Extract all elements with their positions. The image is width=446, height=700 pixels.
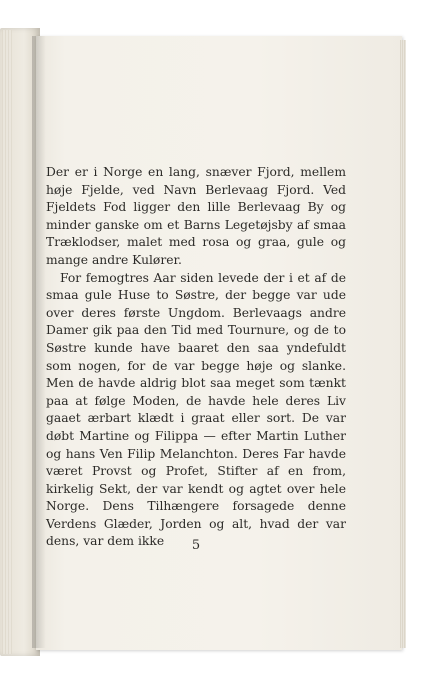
paragraph-1: Der er i Norge en lang, snæver Fjord, mellem høje Fjelde, ved Navn Berlevaag Fjord. Ved Fjeldets Fod ligger den lille Berlevaag By og minder ganske om et Barns Legetøjsby af smaa Træklodser, malet med rosa og graa, gule og mange andre Kulører.: [46, 165, 346, 267]
spine-shadow: [32, 36, 46, 648]
body-text: [46, 164, 346, 551]
paragraph-2: For femogtres Aar siden levede der i et af de smaa gule Huse to Søstre, der begge var ude over deres første Ungdom. Berlevaags andre Damer gik paa den Tid med Tournure, og de to Søstre kunde have baaret den saa yndefuldt som nogen, for de var begge høje og slanke. Men de havde aldrig blot saa meget som tænkt paa at følge Moden, de havde hele deres Liv gaaet ærbart klædt i graat eller sort. De var døbt Martine og Filippa — efter Martin Luther og hans Ven Filip Melanchton. Deres Far havde været Provst og Profet, Stifter af en from, kirkelig Sekt, der var kendt og agtet over hele Norge. Dens Tilhængere forsagede denne Verdens Glæder, Jorden og alt, hvad der var dens, var dem ikke: [46, 270, 346, 549]
left-page-edge: [2, 30, 12, 654]
page-number: 5: [191, 538, 201, 553]
page-stack-edge: [400, 40, 406, 648]
